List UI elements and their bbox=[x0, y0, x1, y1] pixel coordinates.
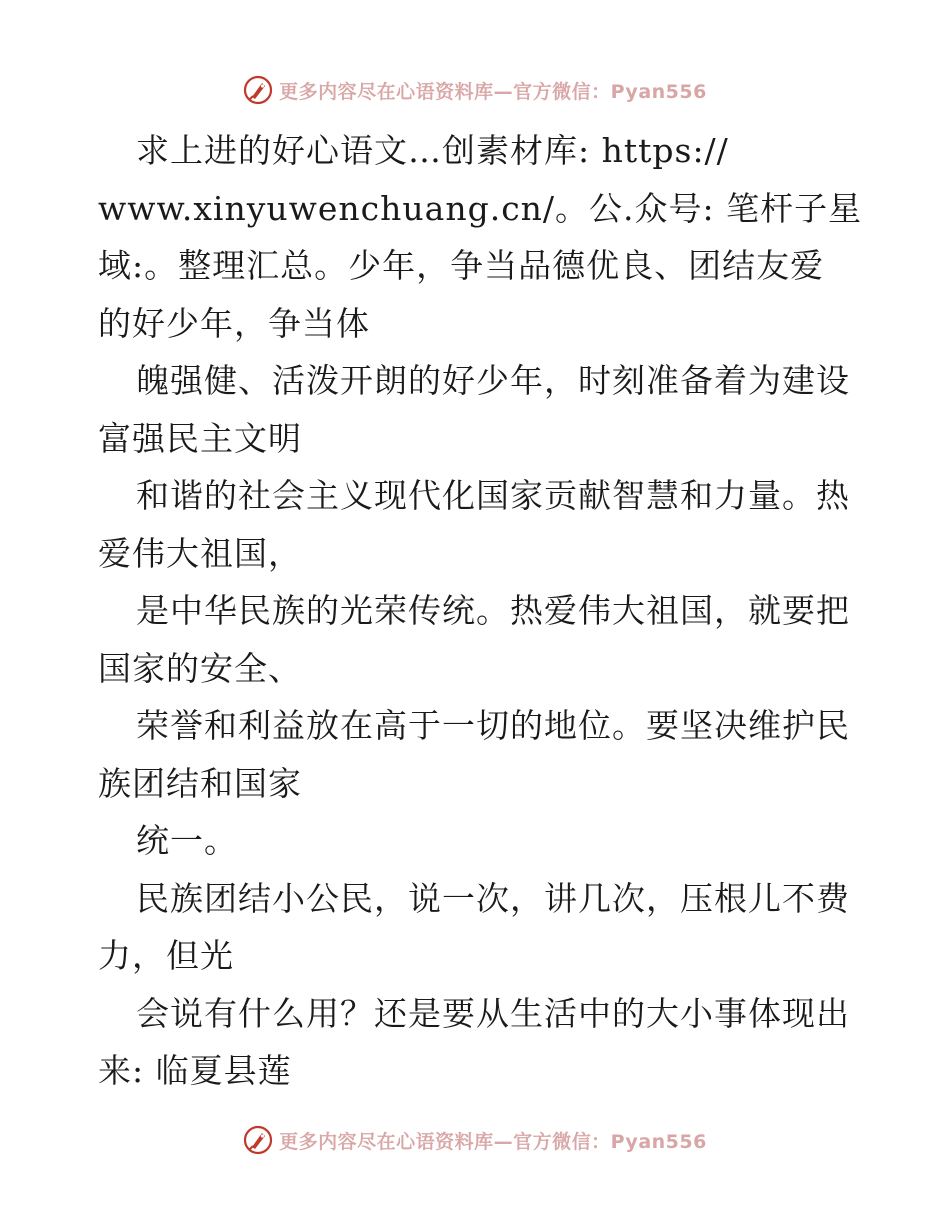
text-line: 族团结和国家 bbox=[98, 763, 302, 803]
text-line: 统一。 bbox=[136, 821, 238, 860]
document-body bbox=[98, 122, 868, 1100]
text-line: 和谐的社会主义现代化国家贡献智慧和力量。热 bbox=[136, 476, 850, 515]
pen-nib-logo-icon bbox=[243, 75, 273, 105]
text-line: 来: 临夏县莲 bbox=[98, 1051, 292, 1090]
text-line: 国家的安全、 bbox=[98, 648, 302, 688]
footer-watermark-text: 更多内容尽在心语资料库—官方微信：Pyan556 bbox=[279, 1130, 707, 1153]
text-line: 富强民主文明 bbox=[98, 418, 302, 458]
text-line: 力，但光 bbox=[98, 936, 234, 975]
text-line: 域:。整理汇总。少年，争当品德优良、团结友爱 bbox=[98, 246, 825, 285]
text-line: www.xinyuwenchuang.cn/。公.众号: 笔杆子星 bbox=[98, 188, 863, 228]
header-watermark-banner bbox=[0, 70, 950, 110]
text-line: 民族团结小公民，说一次，讲几次，压根儿不费 bbox=[136, 878, 850, 918]
text-line: 的好少年，争当体 bbox=[98, 303, 370, 343]
text-line: 荣誉和利益放在高于一切的地位。要坚决维护民 bbox=[136, 706, 850, 745]
text-line: 魄强健、活泼开朗的好少年，时刻准备着为建设 bbox=[136, 361, 850, 400]
text-line: 爱伟大祖国， bbox=[98, 533, 302, 573]
pen-nib-logo-icon bbox=[243, 1125, 273, 1155]
text-line: 会说有什么用？还是要从生活中的大小事体现出 bbox=[136, 993, 850, 1033]
text-line: 求上进的好心语文…创素材库: https:// bbox=[136, 131, 729, 170]
text-line: 是中华民族的光荣传统。热爱伟大祖国，就要把 bbox=[136, 591, 850, 630]
footer-watermark-banner bbox=[0, 1120, 950, 1160]
header-watermark-text: 更多内容尽在心语资料库—官方微信：Pyan556 bbox=[279, 80, 707, 103]
